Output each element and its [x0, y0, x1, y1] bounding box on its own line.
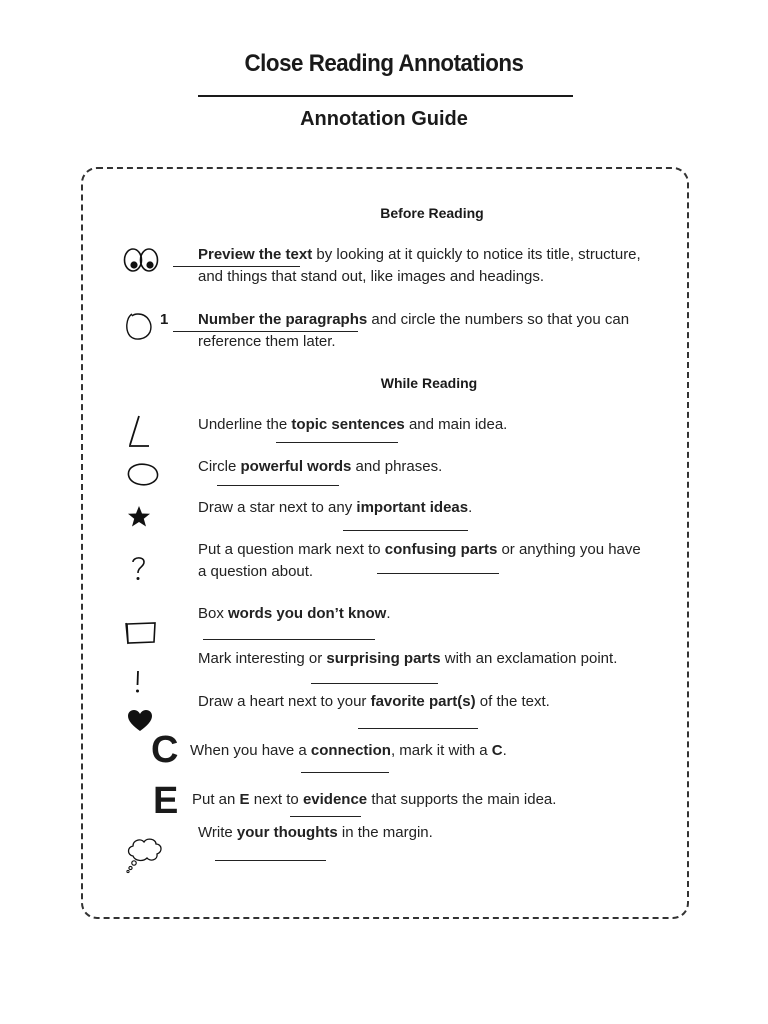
answer-line — [276, 442, 398, 443]
item-heart-rest: of the text. — [475, 693, 550, 710]
item-connection-lead: When you have a — [190, 742, 311, 759]
item-underline-rest: and main idea. — [404, 416, 508, 433]
item-evidence-bold: evidence — [302, 791, 368, 808]
title-rule — [198, 95, 573, 97]
answer-line — [301, 772, 389, 773]
underline-stroke-icon — [126, 414, 152, 450]
item-exclaim-text — [198, 648, 668, 670]
item-exclaim-rest: with an exclamation point. — [440, 650, 618, 667]
item-underline-bold: topic sentences — [291, 416, 405, 433]
eyes-icon — [122, 244, 162, 274]
item-circle-lead: Circle — [198, 458, 241, 475]
question-mark-icon — [130, 556, 148, 582]
item-circle-text — [198, 456, 668, 478]
answer-line — [203, 639, 375, 640]
section-before-reading: Before Reading — [380, 205, 484, 221]
answer-line — [290, 816, 361, 817]
item-connection-mid: , mark it with a — [390, 742, 492, 759]
item-question-text — [198, 539, 648, 583]
item-star-text — [198, 497, 668, 519]
item-evidence-rest: that supports the main idea. — [367, 791, 557, 808]
item-star-rest: . — [468, 499, 473, 516]
item-connection-rest: . — [502, 742, 507, 759]
thought-bubble-icon — [124, 836, 164, 874]
answer-line — [215, 860, 326, 861]
item-evidence-mid: next to — [249, 791, 303, 808]
item-number-bold: Number the paragraphs — [198, 311, 368, 328]
item-thoughts-rest: in the margin. — [337, 824, 433, 841]
item-box-bold: words you don’t know — [228, 605, 387, 622]
circle-icon — [124, 461, 162, 487]
item-heart-text — [198, 691, 668, 713]
answer-line — [377, 573, 499, 574]
letter-c-icon: C — [151, 729, 179, 771]
item-question-rest: or anything you have a question about. — [198, 541, 641, 580]
item-circle-bold: powerful words — [240, 458, 352, 475]
answer-line — [343, 530, 468, 531]
item-star-bold: important ideas — [356, 499, 469, 516]
item-box-lead: Box — [198, 605, 229, 622]
item-underline-text — [198, 414, 668, 436]
item-box-rest: . — [386, 605, 391, 622]
item-box-text — [198, 603, 668, 625]
item-thoughts-bold: your thoughts — [236, 824, 338, 841]
item-circle-rest: and phrases. — [351, 458, 443, 475]
star-icon — [127, 505, 151, 527]
answer-line — [358, 728, 478, 729]
item-connection-text — [190, 740, 660, 762]
answer-line — [311, 683, 438, 684]
item-question-bold: confusing parts — [384, 541, 498, 558]
item-evidence-lead: Put an — [192, 791, 240, 808]
item-star-lead: Draw a star next to any — [198, 499, 357, 516]
item-preview-rest: by looking at it quickly to notice its title, structure, and things that stand out, like images and headings. — [198, 246, 641, 285]
item-thoughts-text — [198, 822, 668, 844]
letter-e-icon: E — [153, 780, 179, 822]
item-evidence-bold-letter: E — [239, 791, 250, 808]
answer-line — [173, 331, 358, 332]
answer-line — [173, 266, 300, 267]
item-connection-bold: connection — [310, 742, 391, 759]
item-evidence-text — [192, 789, 662, 811]
box-icon — [124, 620, 158, 646]
answer-line — [217, 485, 339, 486]
item-heart-lead: Draw a heart next to your — [198, 693, 371, 710]
item-connection-bold-letter: C — [491, 742, 503, 759]
item-heart-bold: favorite part(s) — [370, 693, 476, 710]
page-title: Close Reading Annotations — [244, 50, 524, 77]
item-preview-bold: Preview the text — [198, 246, 313, 263]
item-thoughts-lead: Write — [198, 824, 237, 841]
page-subtitle: Annotation Guide — [300, 108, 468, 130]
exclamation-icon — [132, 669, 144, 695]
item-underline-lead: Underline the — [198, 416, 292, 433]
item-question-lead: Put a question mark next to — [198, 541, 385, 558]
item-exclaim-bold: surprising parts — [326, 650, 441, 667]
heart-icon — [127, 709, 153, 733]
section-while-reading: While Reading — [380, 375, 478, 391]
circled-number-icon — [124, 310, 154, 342]
item-exclaim-lead: Mark interesting or — [198, 650, 327, 667]
item-number-rest: and circle the numbers so that you can reference them later. — [198, 311, 630, 350]
paragraph-number-marker: 1 — [160, 311, 169, 328]
